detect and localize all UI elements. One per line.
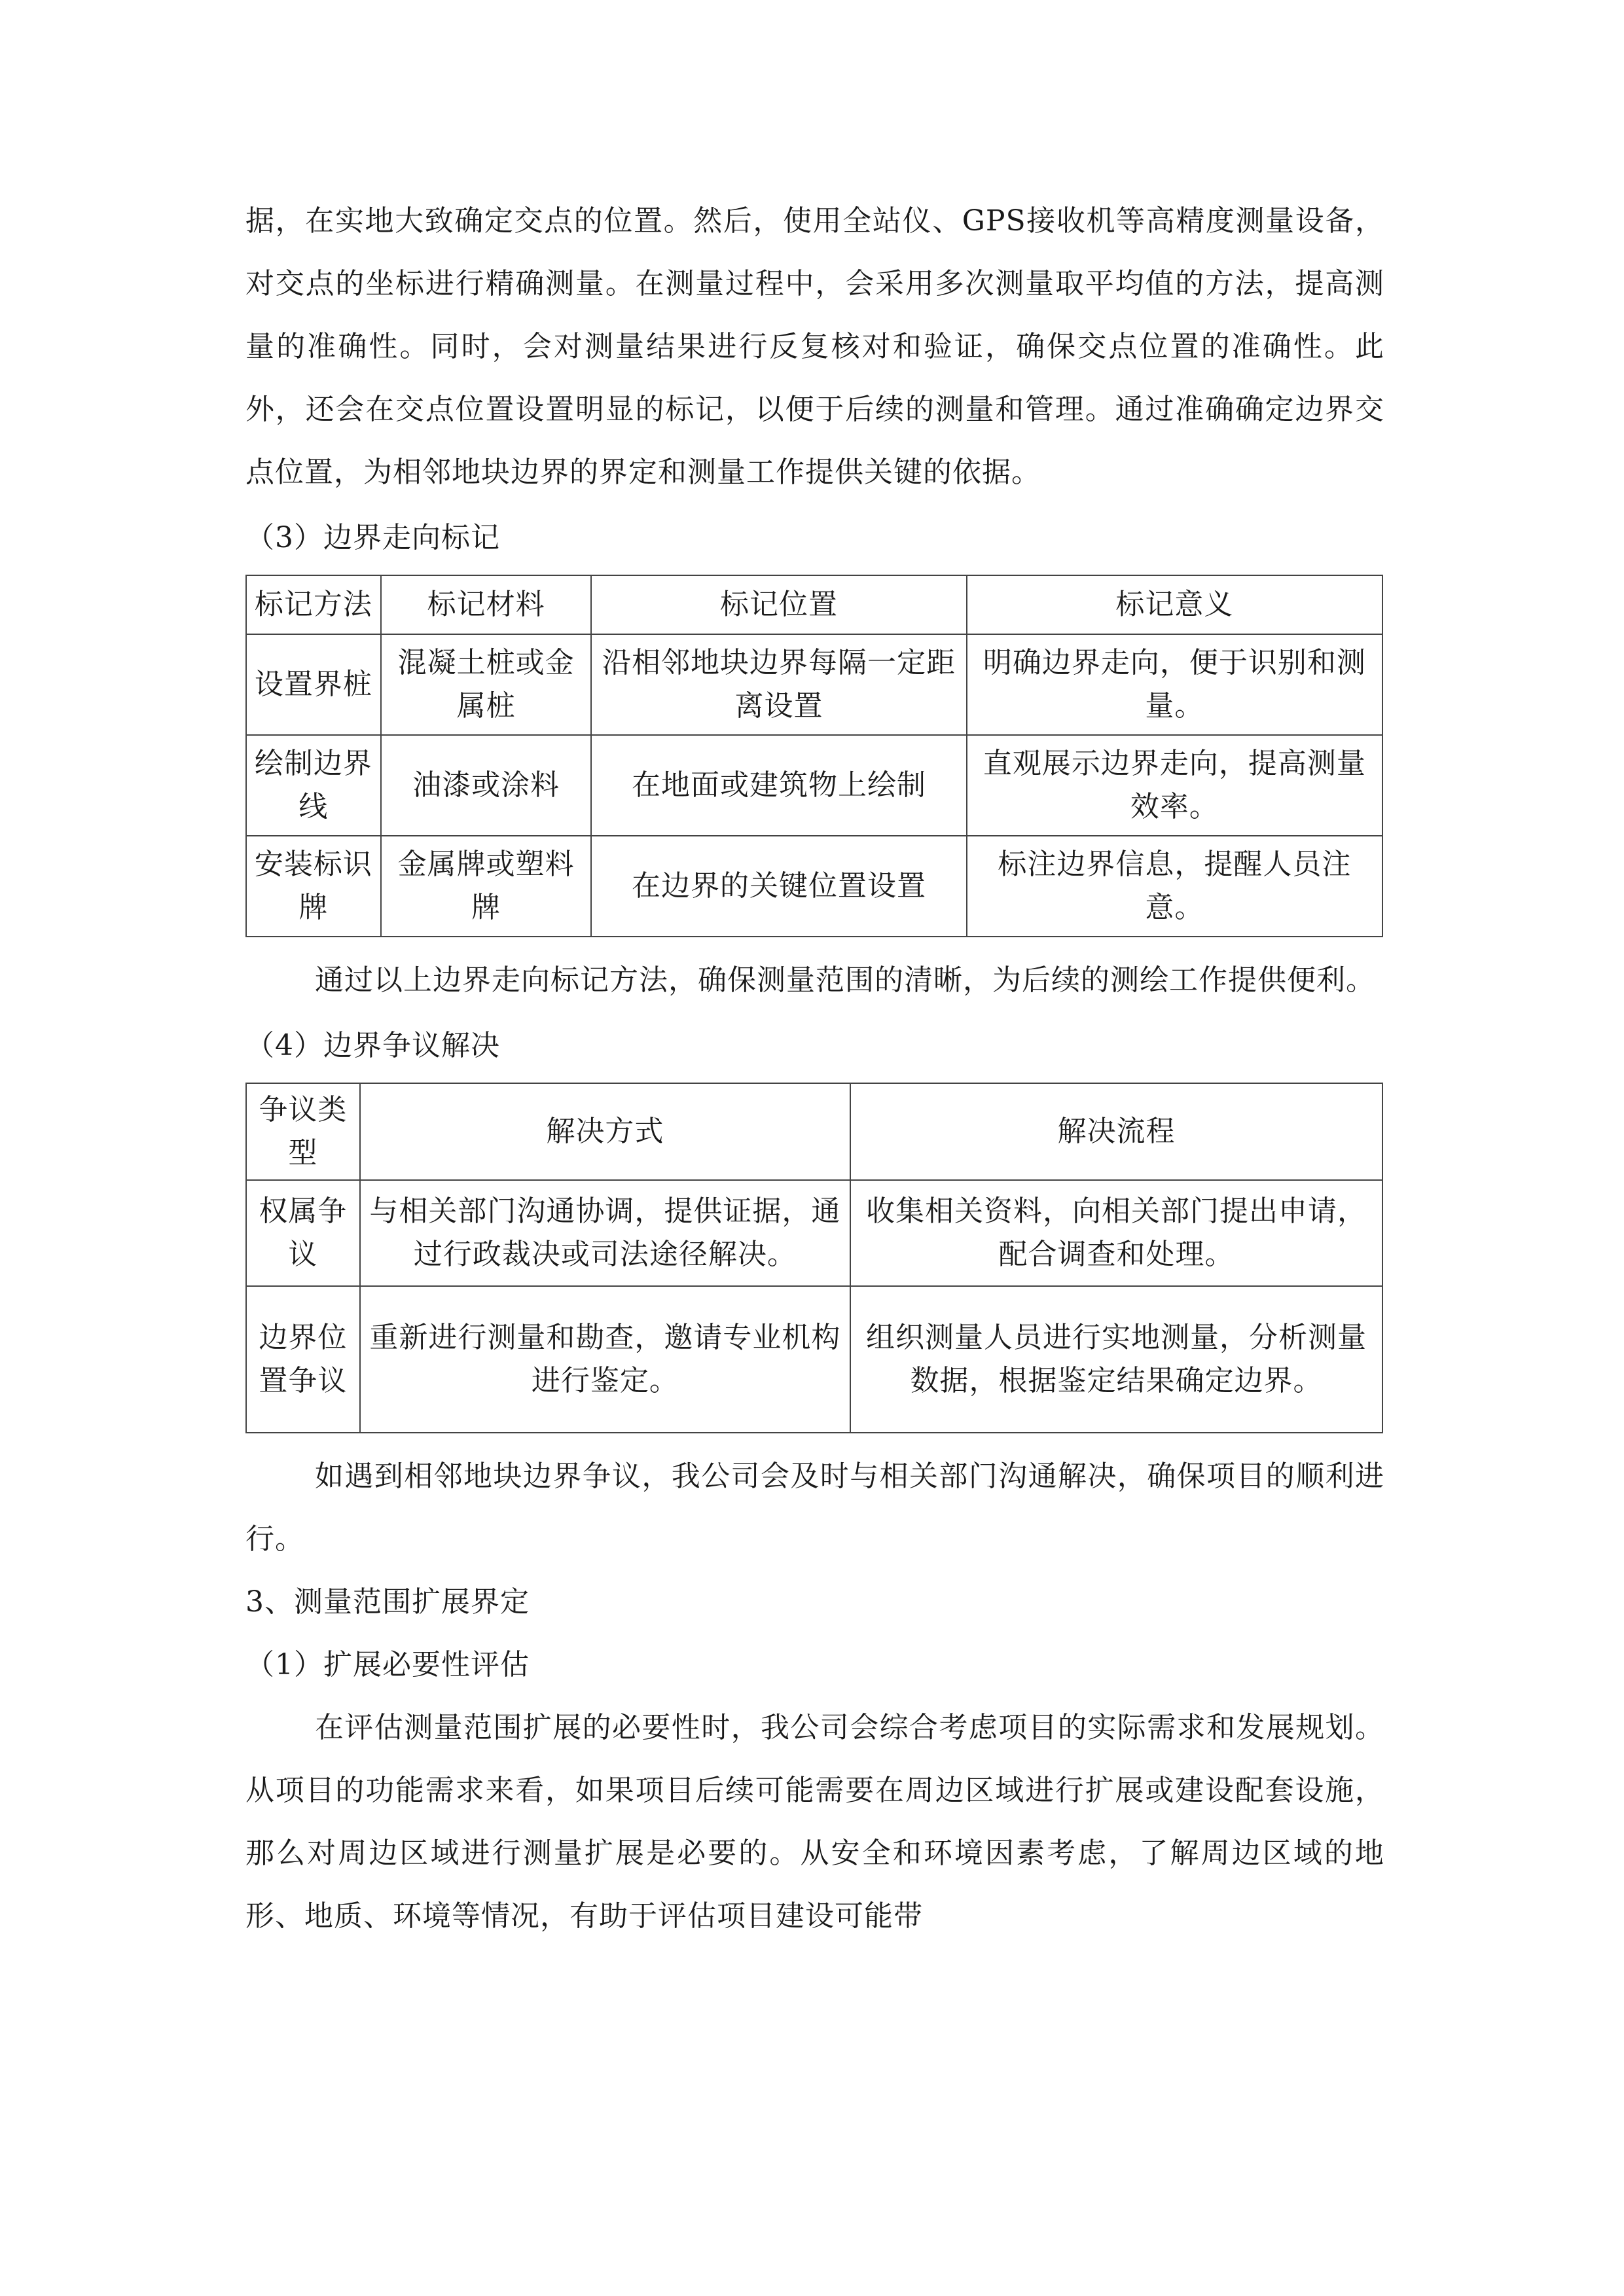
boundary-marking-table [245, 575, 1383, 937]
paragraph-after-table1: 通过以上边界走向标记方法，确保测量范围的清晰，为后续的测绘工作提供便利。 [315, 963, 1375, 997]
table-cell: 安装标识牌 [246, 836, 381, 937]
table-cell: 在地面或建筑物上绘制 [591, 735, 966, 836]
table-cell: 收集相关资料，向相关部门提出申请，配合调查和处理。 [850, 1180, 1382, 1286]
table-cell: 设置界桩 [246, 634, 381, 735]
table-cell: 混凝土桩或金属桩 [381, 634, 592, 735]
chapter-3-heading: 3、测量范围扩展界定 [245, 1585, 530, 1619]
table-header-row [246, 1083, 1382, 1180]
table-row [246, 735, 1382, 836]
intro-paragraph: 据，在实地大致确定交点的位置。然后，使用全站仪、GPS接收机等高精度测量设备，对交点的坐标进行精确测量。在测量过程中，会采用多次测量取平均值的方法，提高测量的准确性。同时，会对测量结果进行反复核对和验证，确保交点位置的准确性。此外，还会在交点位置设置明显的标记，以便于后续的测量和管理。通过准确确定边界交点位置，为相邻地块边界的界定和测量工作提供关键的依据。 [245, 204, 1384, 489]
table-header-cell: 标记位置 [591, 575, 966, 634]
table-cell: 直观展示边界走向，提高测量效率。 [967, 735, 1382, 836]
table-header-cell: 标记方法 [246, 575, 381, 634]
table-header-cell: 解决方式 [360, 1083, 850, 1180]
table-cell: 金属牌或塑料牌 [381, 836, 592, 937]
table-header-row [246, 575, 1382, 634]
table-cell: 油漆或涂料 [381, 735, 592, 836]
table-cell: 沿相邻地块边界每隔一定距离设置 [591, 634, 966, 735]
table-cell: 组织测量人员进行实地测量，分析测量数据，根据鉴定结果确定边界。 [850, 1286, 1382, 1433]
table-cell: 明确边界走向，便于识别和测量。 [967, 634, 1382, 735]
table-header-cell: 标记材料 [381, 575, 592, 634]
section-4-heading: （4）边界争议解决 [245, 1029, 500, 1062]
table-cell: 与相关部门沟通协调，提供证据，通过行政裁决或司法途径解决。 [360, 1180, 850, 1286]
table-row [246, 1180, 1382, 1286]
table-cell: 边界位置争议 [246, 1286, 360, 1433]
table-cell: 重新进行测量和勘查，邀请专业机构进行鉴定。 [360, 1286, 850, 1433]
table-cell: 在边界的关键位置设置 [591, 836, 966, 937]
table-cell: 绘制边界线 [246, 735, 381, 836]
table-row [246, 1286, 1382, 1433]
table-row [246, 836, 1382, 937]
subsection-1-heading: （1）扩展必要性评估 [245, 1648, 530, 1681]
table-header-cell: 解决流程 [850, 1083, 1382, 1180]
final-paragraph: 在评估测量范围扩展的必要性时，我公司会综合考虑项目的实际需求和发展规划。从项目的功能需求来看，如果项目后续可能需要在周边区域进行扩展或建设配套设施，那么对周边区域进行测量扩展是必要的。从安全和环境因素考虑，了解周边区域的地形、地质、环境等情况，有助于评估项目建设可能带 [245, 1711, 1384, 1933]
document-page [245, 190, 1384, 1948]
table-cell: 标注边界信息，提醒人员注意。 [967, 836, 1382, 937]
table-header-cell: 标记意义 [967, 575, 1382, 634]
table-cell: 权属争议 [246, 1180, 360, 1286]
dispute-resolution-table [245, 1083, 1383, 1433]
table-row [246, 634, 1382, 735]
section-3-heading: （3）边界走向标记 [245, 521, 500, 554]
table-header-cell: 争议类型 [246, 1083, 360, 1180]
paragraph-after-table2: 如遇到相邻地块边界争议，我公司会及时与相关部门沟通解决，确保项目的顺利进行。 [245, 1460, 1384, 1556]
